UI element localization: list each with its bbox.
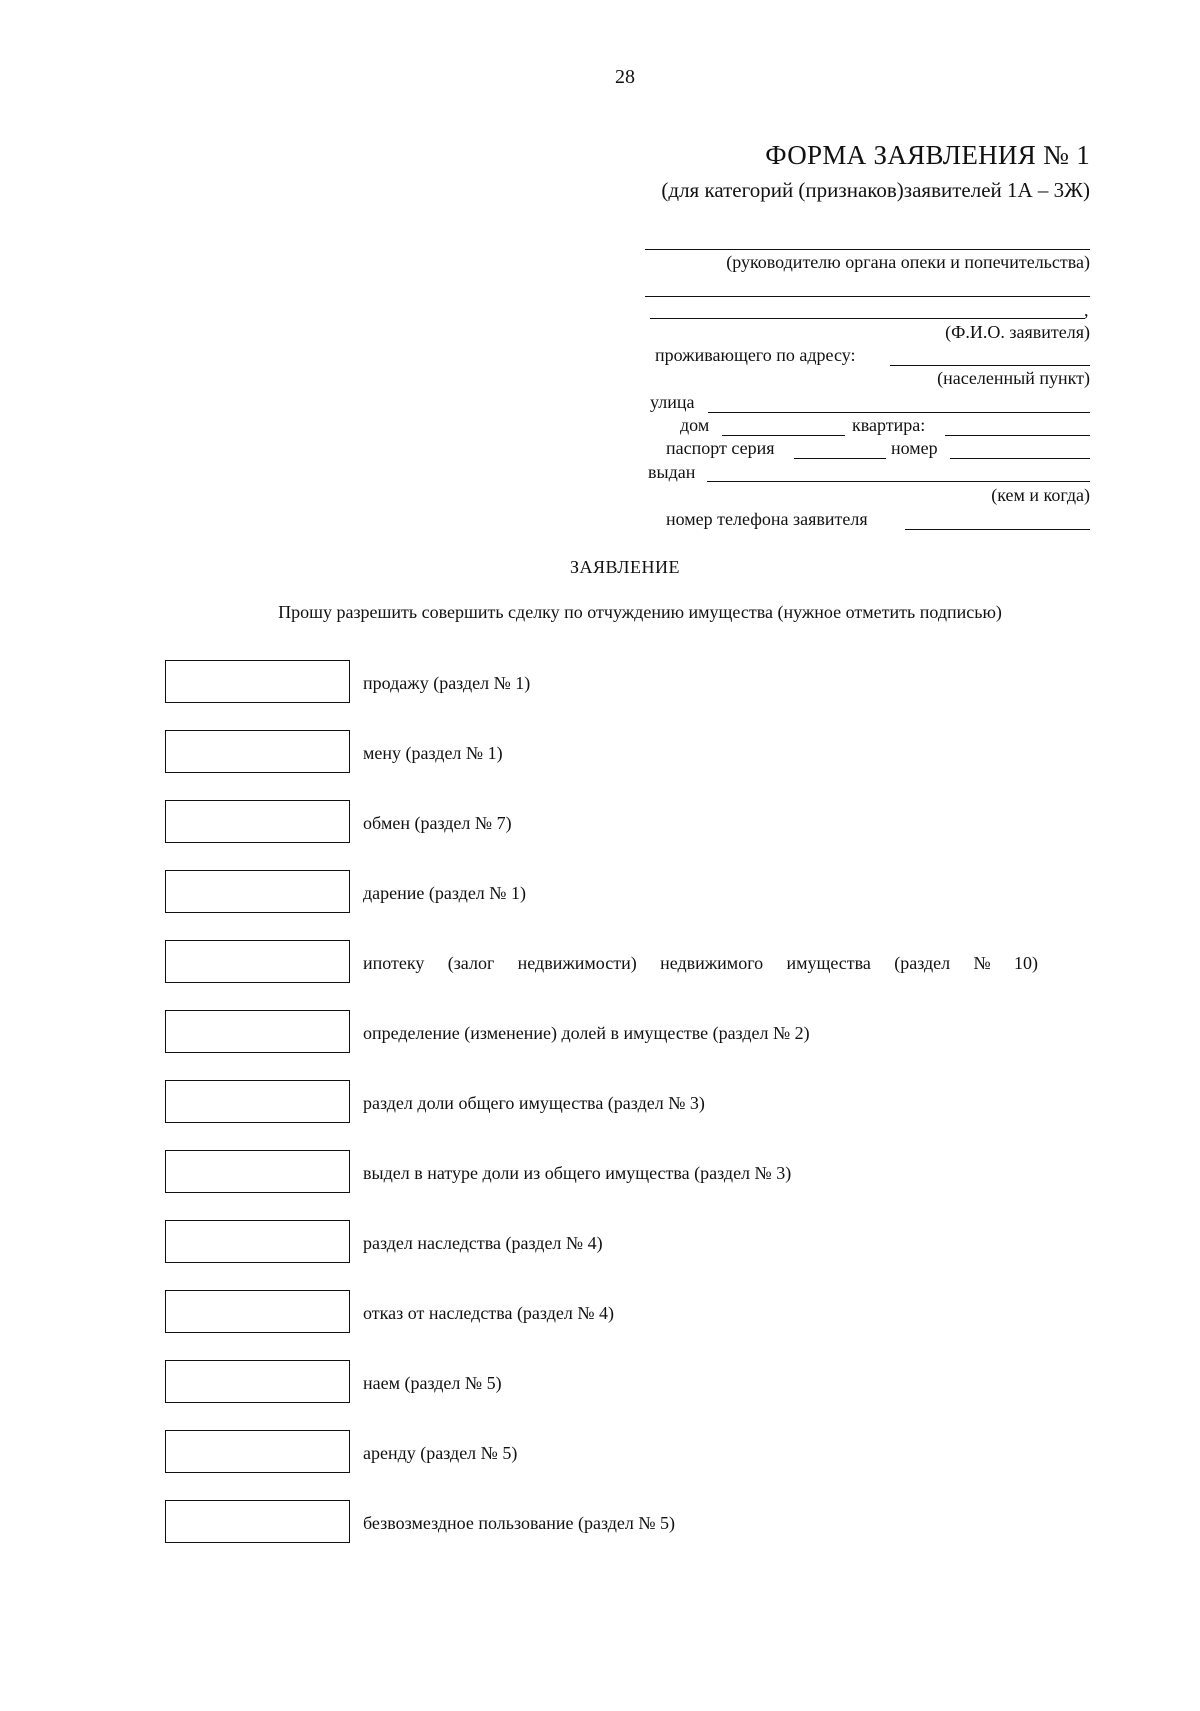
option-box-inheritance-refusal[interactable] — [165, 1290, 350, 1333]
head-name-line-2[interactable] — [645, 296, 1090, 297]
option-label-exchange: обмен (раздел № 7) — [363, 813, 512, 833]
house-line[interactable] — [722, 435, 845, 436]
option-box-share-division[interactable] — [165, 1080, 350, 1123]
option-box-inheritance-division[interactable] — [165, 1220, 350, 1263]
option-label-gift: дарение (раздел № 1) — [363, 883, 526, 903]
issued-line[interactable] — [707, 481, 1090, 482]
option-label-sale: продажу (раздел № 1) — [363, 673, 531, 693]
option-label-share-determination: определение (изменение) долей в имуществе (раздел № 2) — [363, 1023, 810, 1043]
option-box-mortgage[interactable] — [165, 940, 350, 983]
option-box-barter[interactable] — [165, 730, 350, 773]
head-name-line[interactable] — [645, 249, 1090, 250]
passport-series-label: паспорт серия — [666, 438, 775, 458]
locality-caption: (населенный пункт) — [937, 368, 1090, 388]
option-label-hire: наем (раздел № 5) — [363, 1373, 502, 1393]
fio-caption: (Ф.И.О. заявителя) — [945, 322, 1090, 342]
address-label: проживающего по адресу: — [655, 345, 856, 365]
street-line[interactable] — [708, 412, 1090, 413]
option-label-share-allocation: выдел в натуре доли из общего имущества (раздел № 3) — [363, 1163, 792, 1183]
phone-label: номер телефона заявителя — [666, 509, 868, 529]
option-box-share-allocation[interactable] — [165, 1150, 350, 1193]
option-label-mortgage: ипотеку (залог недвижимости) недвижимого имущества (раздел № 10) — [363, 953, 1038, 973]
option-box-gift[interactable] — [165, 870, 350, 913]
page-number: 28 — [615, 66, 635, 88]
passport-number-line[interactable] — [950, 458, 1090, 459]
form-title: ФОРМА ЗАЯВЛЕНИЯ № 1 — [765, 140, 1090, 170]
option-box-exchange[interactable] — [165, 800, 350, 843]
option-label-share-division: раздел доли общего имущества (раздел № 3) — [363, 1093, 705, 1113]
option-box-share-determination[interactable] — [165, 1010, 350, 1053]
option-box-hire[interactable] — [165, 1360, 350, 1403]
statement-intro: Прошу разрешить совершить сделку по отчуждению имущества (нужное отметить подписью) — [278, 602, 1002, 622]
house-label: дом — [680, 415, 710, 435]
option-label-barter: мену (раздел № 1) — [363, 743, 503, 763]
form-subtitle: (для категорий (признаков)заявителей 1А – 3Ж) — [661, 178, 1090, 202]
option-box-free-use[interactable] — [165, 1500, 350, 1543]
option-box-sale[interactable] — [165, 660, 350, 703]
issued-label: выдан — [648, 462, 696, 482]
apartment-label: квартира: — [852, 415, 926, 435]
fio-line[interactable] — [650, 318, 1085, 319]
head-caption: (руководителю органа опеки и попечительства) — [726, 252, 1090, 272]
apartment-line[interactable] — [945, 435, 1090, 436]
issued-caption: (кем и когда) — [991, 485, 1090, 505]
option-label-inheritance-refusal: отказ от наследства (раздел № 4) — [363, 1303, 615, 1323]
option-label-free-use: безвозмездное пользование (раздел № 5) — [363, 1513, 676, 1533]
option-label-lease: аренду (раздел № 5) — [363, 1443, 518, 1463]
address-line[interactable] — [890, 365, 1090, 366]
passport-series-line[interactable] — [794, 458, 886, 459]
street-label: улица — [650, 392, 695, 412]
statement-heading: ЗАЯВЛЕНИЕ — [569, 557, 681, 577]
phone-line[interactable] — [905, 529, 1090, 530]
option-box-lease[interactable] — [165, 1430, 350, 1473]
passport-number-label: номер — [891, 438, 938, 458]
fio-comma: , — [1084, 300, 1089, 320]
option-label-inheritance-division: раздел наследства (раздел № 4) — [363, 1233, 603, 1253]
